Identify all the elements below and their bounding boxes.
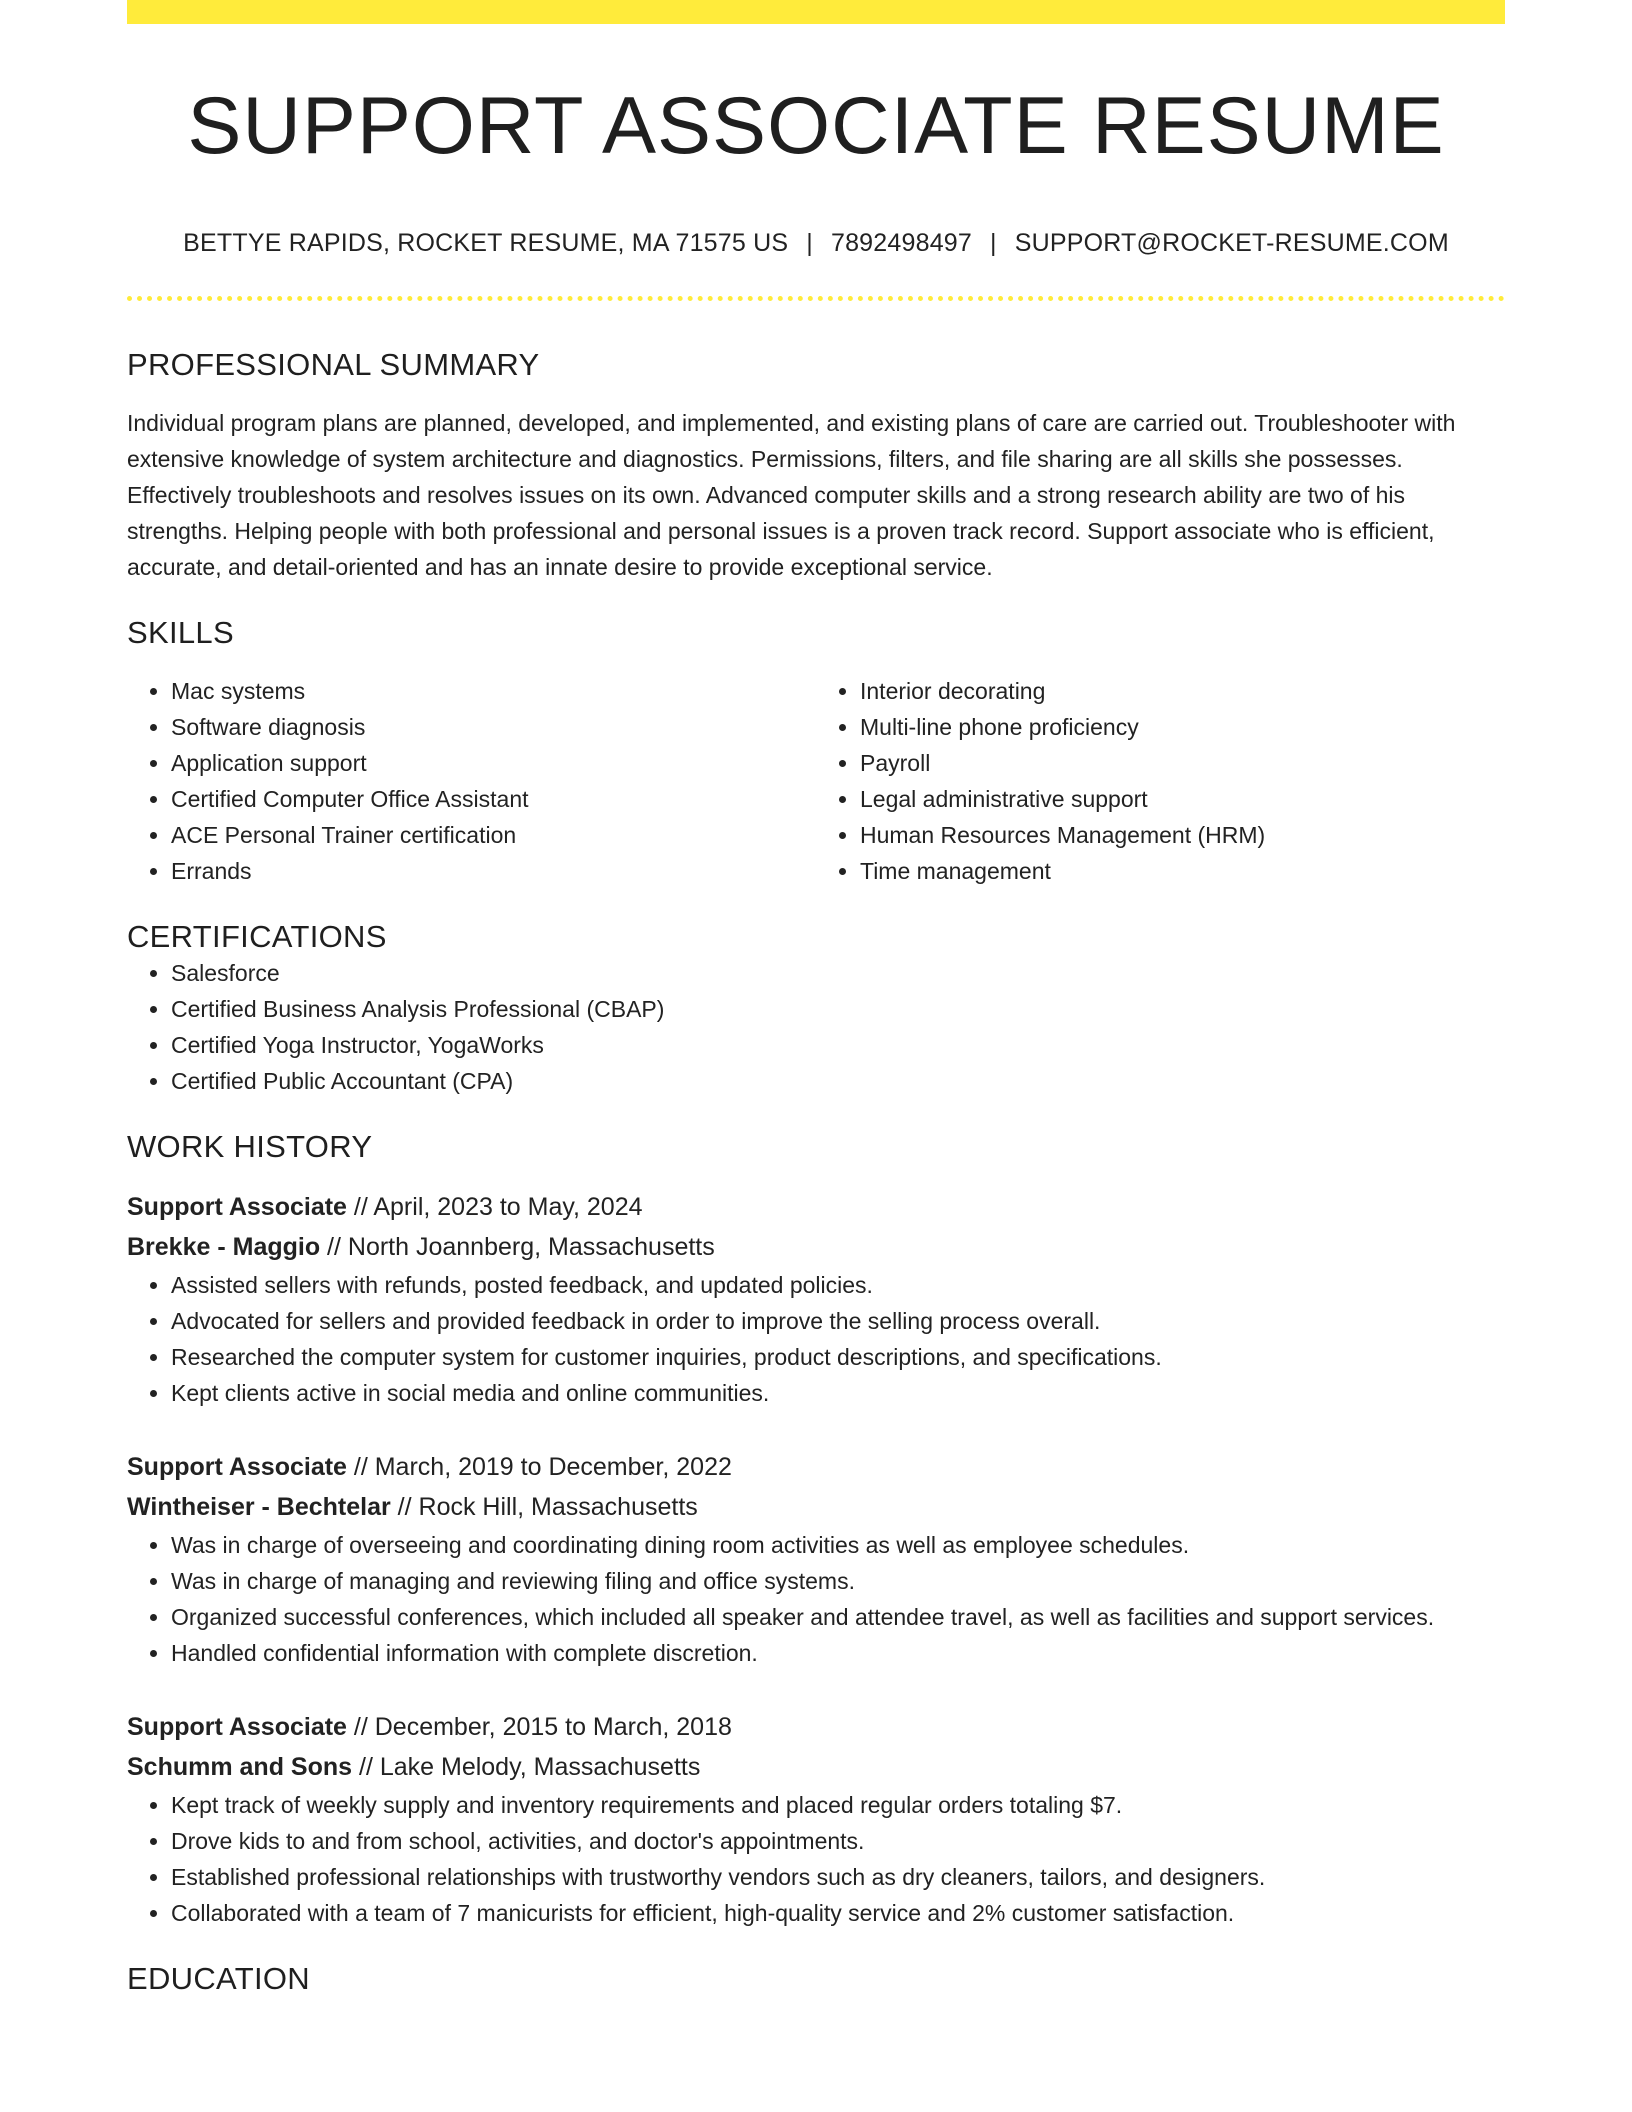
skill-item: • Legal administrative support	[860, 781, 1505, 817]
job-bullet: • Established professional relationships with trustworthy vendors such as dry cleaners, tailors, and designers.	[171, 1859, 1505, 1895]
job-bullet: • Was in charge of managing and reviewing filing and office systems.	[171, 1563, 1505, 1599]
job-bullet: • Collaborated with a team of 7 manicurists for efficient, high-quality service and 2% customer satisfaction.	[171, 1895, 1505, 1931]
professional-summary-section	[127, 347, 1505, 585]
resume-title: SUPPORT ASSOCIATE RESUME	[187, 81, 1445, 171]
job-title-line	[127, 1707, 1505, 1747]
job-bullets	[127, 1787, 1505, 1931]
work-history-section	[127, 1129, 1505, 1931]
top-accent-bar	[127, 0, 1505, 24]
job-dates: // April, 2023 to May, 2024	[346, 1193, 643, 1222]
certification-item: • Certified Business Analysis Professional (CBAP)	[171, 991, 1505, 1027]
job-entry	[127, 1187, 1505, 1411]
job-company-line	[127, 1747, 1505, 1787]
job-title-line	[127, 1447, 1505, 1487]
skill-item: • Human Resources Management (HRM)	[860, 817, 1505, 853]
job-entry	[127, 1447, 1505, 1671]
summary-text: Individual program plans are planned, developed, and implemented, and existing plans of care are carried out. Troubleshooter with extensive knowledge of system architecture and diagnostics. Permissions, filters, and file sharing are all skills she possesses. Effectively troubleshoots and resolves issues on its own. Advanced computer skills and a strong research ability are two of his strengths. Helping people with both professional and personal issues is a proven track record. Support associate who is efficient, accurate, and detail-oriented and has an innate desire to provide exceptional service.	[127, 410, 1456, 581]
contact-line	[127, 229, 1505, 258]
certification-item: • Certified Public Accountant (CPA)	[171, 1063, 1505, 1099]
certifications-section	[127, 919, 1505, 1099]
skill-item: • Certified Computer Office Assistant	[171, 781, 816, 817]
skills-section	[127, 615, 1505, 889]
contact-separator: |	[990, 229, 997, 258]
section-heading: PROFESSIONAL SUMMARY	[127, 347, 540, 383]
skills-columns	[127, 673, 1505, 889]
skill-item: • Application support	[171, 745, 816, 781]
section-heading: CERTIFICATIONS	[127, 919, 387, 955]
job-bullet: • Kept clients active in social media and online communities.	[171, 1375, 1505, 1411]
job-location: // Lake Melody, Massachusetts	[352, 1753, 701, 1782]
skills-column-left	[127, 673, 816, 889]
skill-item: • Interior decorating	[860, 673, 1505, 709]
job-location: // Rock Hill, Massachusetts	[390, 1493, 698, 1522]
job-bullet: • Assisted sellers with refunds, posted feedback, and updated policies.	[171, 1267, 1505, 1303]
resume-page	[127, 0, 1505, 1997]
section-heading: SKILLS	[127, 615, 234, 651]
contact-separator: |	[806, 229, 813, 258]
skills-list-left	[127, 673, 816, 889]
certification-item: • Certified Yoga Instructor, YogaWorks	[171, 1027, 1505, 1063]
job-location: // North Joannberg, Massachusetts	[320, 1233, 715, 1262]
skill-item: • Time management	[860, 853, 1505, 889]
skills-list-right	[816, 673, 1505, 889]
contact-address: BETTYE RAPIDS, ROCKET RESUME, MA 71575 US	[183, 229, 789, 258]
job-bullet: • Drove kids to and from school, activities, and doctor's appointments.	[171, 1823, 1505, 1859]
job-bullet: • Handled confidential information with complete discretion.	[171, 1635, 1505, 1671]
job-bullet: • Kept track of weekly supply and inventory requirements and placed regular orders totaling $7.	[171, 1787, 1505, 1823]
certification-item: • Salesforce	[171, 955, 1505, 991]
job-dates: // December, 2015 to March, 2018	[346, 1713, 732, 1742]
job-title-line	[127, 1187, 1505, 1227]
skill-item: • Errands	[171, 853, 816, 889]
skill-item: • Multi-line phone proficiency	[860, 709, 1505, 745]
education-section	[127, 1961, 1505, 1997]
skill-item: • ACE Personal Trainer certification	[171, 817, 816, 853]
job-company: Wintheiser - Bechtelar	[127, 1493, 391, 1522]
job-bullet: • Was in charge of overseeing and coordinating dining room activities as well as employee schedules.	[171, 1527, 1505, 1563]
job-company: Brekke - Maggio	[127, 1233, 321, 1262]
job-title: Support Associate	[127, 1453, 347, 1482]
job-dates: // March, 2019 to December, 2022	[346, 1453, 732, 1482]
job-company-line	[127, 1487, 1505, 1527]
dotted-divider	[127, 296, 1505, 301]
job-title: Support Associate	[127, 1193, 347, 1222]
certifications-list	[127, 955, 1505, 1099]
job-title: Support Associate	[127, 1713, 347, 1742]
job-company: Schumm and Sons	[127, 1753, 353, 1782]
skill-item: • Software diagnosis	[171, 709, 816, 745]
job-entry	[127, 1707, 1505, 1931]
skill-item: • Mac systems	[171, 673, 816, 709]
job-bullet: • Organized successful conferences, which included all speaker and attendee travel, as well as facilities and support services.	[171, 1599, 1505, 1635]
job-company-line	[127, 1227, 1505, 1267]
job-bullet: • Advocated for sellers and provided feedback in order to improve the selling process overall.	[171, 1303, 1505, 1339]
skills-column-right	[816, 673, 1505, 889]
section-heading: EDUCATION	[127, 1961, 310, 1997]
job-bullet: • Researched the computer system for customer inquiries, product descriptions, and specifications.	[171, 1339, 1505, 1375]
section-heading: WORK HISTORY	[127, 1129, 373, 1165]
skill-item: • Payroll	[860, 745, 1505, 781]
job-bullets	[127, 1267, 1505, 1411]
contact-phone: 7892498497	[830, 229, 973, 258]
job-bullets	[127, 1527, 1505, 1671]
contact-email: SUPPORT@ROCKET-RESUME.COM	[1014, 229, 1449, 258]
